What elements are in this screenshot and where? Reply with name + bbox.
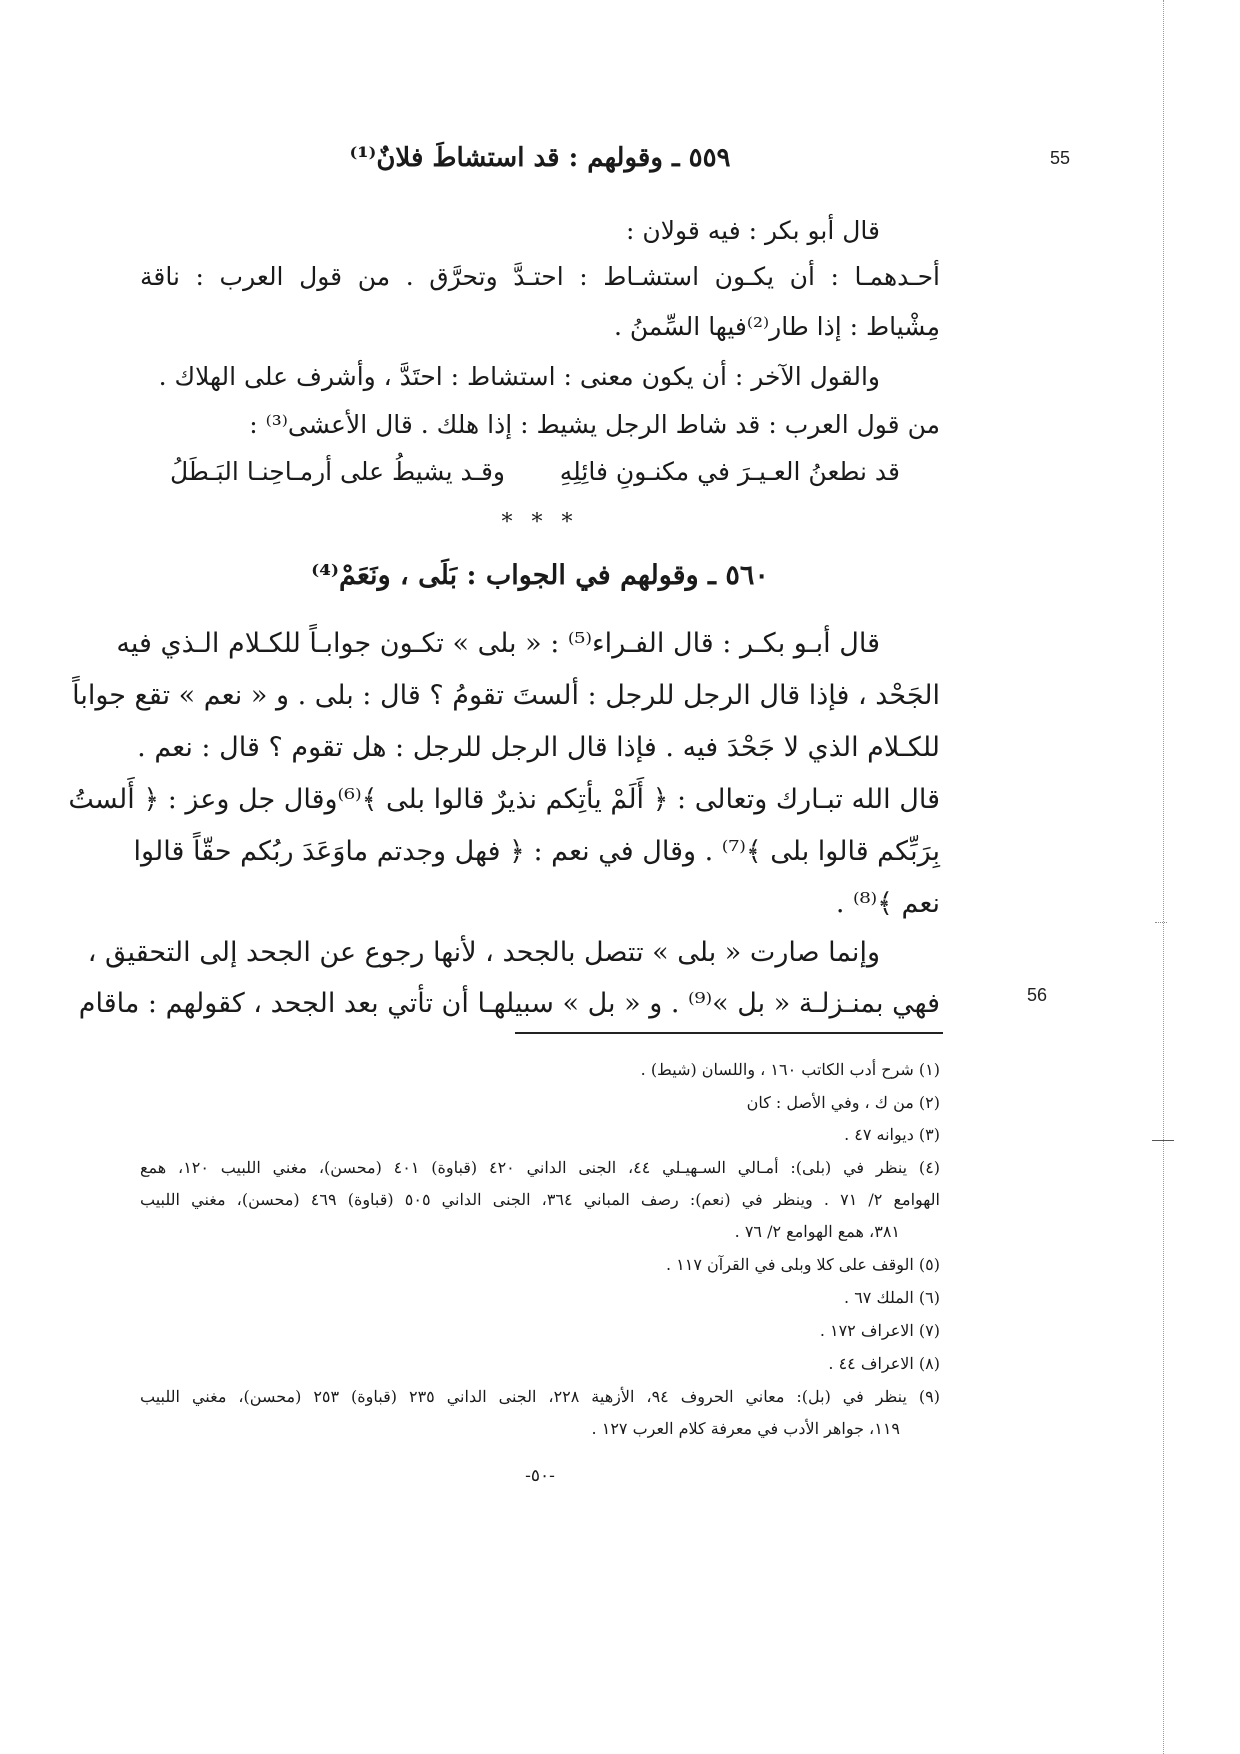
footnote-3: (٣) ديوانه ٤٧ . <box>844 1125 940 1144</box>
footnote-9-line-1: (٩) ينظر في (بل): معاني الحروف ٩٤، الأزهية ٢٢٨، الجنى الداني ٢٣٥ (قباوة) ٢٥٣ (محسن)، مغني اللبيب <box>140 1387 941 1406</box>
s560-line-3: للكـلام الذي لا جَحْدَ فيه . فإذا قال الرجل للرجل : هل تقوم ؟ قال : نعم . <box>137 732 940 763</box>
s559-line-2: أحـدهمـا : أن يكـون استشـاط : احتـدَّ وتحرَّق . من قول العرب : ناقة <box>140 262 940 291</box>
footnote-8: (٨) الاعراف ٤٤ . <box>828 1354 940 1373</box>
verse-second-hemistich: وقـد يشيطُ على أرمـاحِنـا البَـطَلُ <box>170 457 505 486</box>
footnote-6: (٦) الملك ٦٧ . <box>844 1288 940 1307</box>
scan-edge-tick-small <box>1155 922 1167 923</box>
footnote-4-line-1: (٤) ينظر في (بلى): أمـالي السـهيـلي ٤٤، الجنى الداني ٤٢٠ (قباوة) ٤٠١ (محسن)، مغني اللبيب ١٢٠، همع <box>140 1158 941 1177</box>
s559-line-1: قال أبو بكر : فيه قولان : <box>625 216 880 245</box>
footnote-7: (٧) الاعراف ١٧٢ . <box>819 1321 940 1340</box>
margin-page-marker-bottom: 56 <box>1027 985 1048 1005</box>
s560-line-6: نعم ﴾⁽⁸⁾ . <box>835 888 940 919</box>
footnote-5: (٥) الوقف على كلا وبلى في القرآن ١١٧ . <box>665 1255 940 1274</box>
s560-line-8: فهي بمنـزلـة « بل »⁽⁹⁾ . و « بل » سبيلهـا أن تأتي بعد الجحد ، كقولهم : ماقام <box>78 988 940 1019</box>
page-number: -٥٠- <box>525 1466 555 1486</box>
s560-line-7: وإنما صارت « بلى » تتصل بالجحد ، لأنها رجوع عن الجحد إلى التحقيق ، <box>87 937 880 968</box>
footnote-1: (١) شرح أدب الكاتب ١٦٠ ، واللسان (شيط) . <box>640 1060 940 1079</box>
verse-first-hemistich: قد نطعنُ العـيـرَ في مكنـونِ فائِلِهِ <box>559 457 900 486</box>
footnote-4-line-3: ٣٨١، همع الهوامع ٢/ ٧٦ . <box>734 1222 900 1241</box>
footnote-9-line-2: ١١٩، جواهر الأدب في معرفة كلام العرب ١٢٧ . <box>591 1419 900 1438</box>
s559-line-3: مِشْياط : إذا طار⁽²⁾فيها السِّمنُ . <box>614 312 940 341</box>
footnote-2: (٢) من ك ، وفي الأصل : كان <box>746 1093 940 1112</box>
s559-line-5: من قول العرب : قد شاط الرجل يشيط : إذا هلك . قال الأعشى⁽³⁾ : <box>249 410 940 439</box>
s560-line-2: الجَحْد ، فإذا قال الرجل للرجل : ألستَ تقومُ ؟ قال : بلى . و « نعم » تقع جواباً <box>72 680 940 711</box>
s560-line-1: قال أبـو بكـر : قال الفـراء⁽⁵⁾ : « بلى » تكـون جوابـاً للكـلام الـذي فيه <box>116 628 880 659</box>
section-separator: * * * <box>501 510 579 535</box>
s560-line-5: بِرَبِّكم قالوا بلى ﴾⁽⁷⁾ . وقال في نعم : ﴿ فهل وجدتم ماوَعَدَ ربُكم حقّاً قالوا <box>133 836 940 867</box>
scan-edge-tick <box>1152 1140 1174 1141</box>
section-560-title: ٥٦٠ ـ وقولهم في الجواب : بَلَى ، ونَعَمْ⁽⁴⁾ <box>311 560 769 591</box>
s559-line-4: والقول الآخر : أن يكون معنى : استشاط : احتَدَّ ، وأشرف على الهلاك . <box>158 362 880 391</box>
footnote-4-line-2: الهوامع ٢/ ٧١ . وينظر في (نعم): رصف المباني ٣٦٤، الجنى الداني ٥٠٥ (قباوة) ٤٦٩ (محسن)، مغني اللبيب <box>140 1190 940 1209</box>
margin-page-marker-top: 55 <box>1050 148 1071 168</box>
footnote-separator <box>515 1032 943 1034</box>
section-559-title: ٥٥٩ ـ وقولهم : قد استشاطَ فلانٌ⁽¹⁾ <box>349 143 731 173</box>
scan-edge-line <box>1163 0 1164 1754</box>
s560-line-4: قال الله تبـارك وتعالى : ﴿ أَلَمْ يأتِكم نذيرٌ قالوا بلى ﴾⁽⁶⁾وقال جل وعز : ﴿ أَلستُ <box>68 784 940 815</box>
